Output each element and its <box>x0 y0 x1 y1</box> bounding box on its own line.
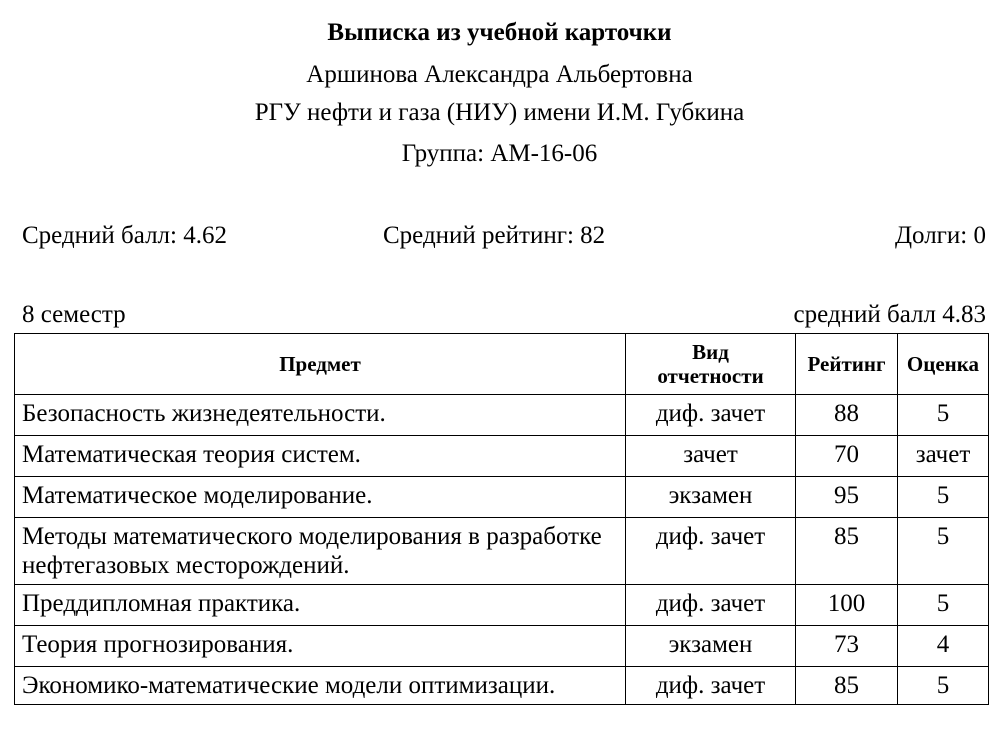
subject-cell: Экономико-математические модели оптимизации. <box>15 667 626 705</box>
table-row <box>15 667 989 705</box>
table-row <box>15 518 989 585</box>
average-grade: Средний балл: 4.62 <box>22 222 227 249</box>
table-row <box>15 395 989 436</box>
subject-cell: Математическое моделирование. <box>15 477 626 518</box>
table-row <box>15 626 989 667</box>
rating-cell: 73 <box>796 626 898 667</box>
table-header-row <box>15 334 989 395</box>
student-name: Аршинова Александра Альбертовна <box>306 61 693 88</box>
semester-header <box>22 299 986 331</box>
grade-cell: 5 <box>898 477 989 518</box>
report-type-line2: отчетности <box>657 364 764 388</box>
rating-cell: 100 <box>796 585 898 626</box>
report-type-cell: диф. зачет <box>626 667 796 705</box>
document-title: Выписка из учебной карточки <box>327 19 672 46</box>
grade-cell: зачет <box>898 436 989 477</box>
subject-cell: Методы математического моделирования в разработке нефтегазовых месторождений. <box>15 518 626 585</box>
grades-table <box>14 333 989 705</box>
rating-cell: 70 <box>796 436 898 477</box>
average-rating: Средний рейтинг: 82 <box>383 222 606 249</box>
report-type-cell: экзамен <box>626 626 796 667</box>
report-type-cell: диф. зачет <box>626 585 796 626</box>
summary-stats <box>22 220 986 252</box>
report-type-line1: Вид <box>692 340 729 364</box>
semester-average: средний балл 4.83 <box>793 301 986 328</box>
grade-cell: 5 <box>898 585 989 626</box>
report-type-cell: диф. зачет <box>626 395 796 436</box>
table-row <box>15 436 989 477</box>
subject-cell: Преддипломная практика. <box>15 585 626 626</box>
subject-cell: Теория прогнозирования. <box>15 626 626 667</box>
university-name: РГУ нефти и газа (НИУ) имени И.М. Губкина <box>254 99 745 126</box>
rating-cell: 85 <box>796 518 898 585</box>
grade-cell: 5 <box>898 667 989 705</box>
column-header-grade: Оценка <box>898 334 989 395</box>
subject-cell: Безопасность жизнедеятельности. <box>15 395 626 436</box>
report-type-cell: диф. зачет <box>626 518 796 585</box>
subject-cell: Математическая теория систем. <box>15 436 626 477</box>
report-type-cell: зачет <box>626 436 796 477</box>
grade-cell: 5 <box>898 395 989 436</box>
grade-cell: 5 <box>898 518 989 585</box>
rating-cell: 88 <box>796 395 898 436</box>
table-row <box>15 585 989 626</box>
table-row <box>15 477 989 518</box>
debts-count: Долги: 0 <box>894 222 986 249</box>
rating-cell: 95 <box>796 477 898 518</box>
group-label: Группа: АМ-16-06 <box>401 140 598 167</box>
semester-label: 8 семестр <box>22 301 126 328</box>
column-header-report-type <box>626 334 796 395</box>
column-header-rating: Рейтинг <box>796 334 898 395</box>
rating-cell: 85 <box>796 667 898 705</box>
report-type-cell: экзамен <box>626 477 796 518</box>
column-header-subject: Предмет <box>15 334 626 395</box>
grade-cell: 4 <box>898 626 989 667</box>
